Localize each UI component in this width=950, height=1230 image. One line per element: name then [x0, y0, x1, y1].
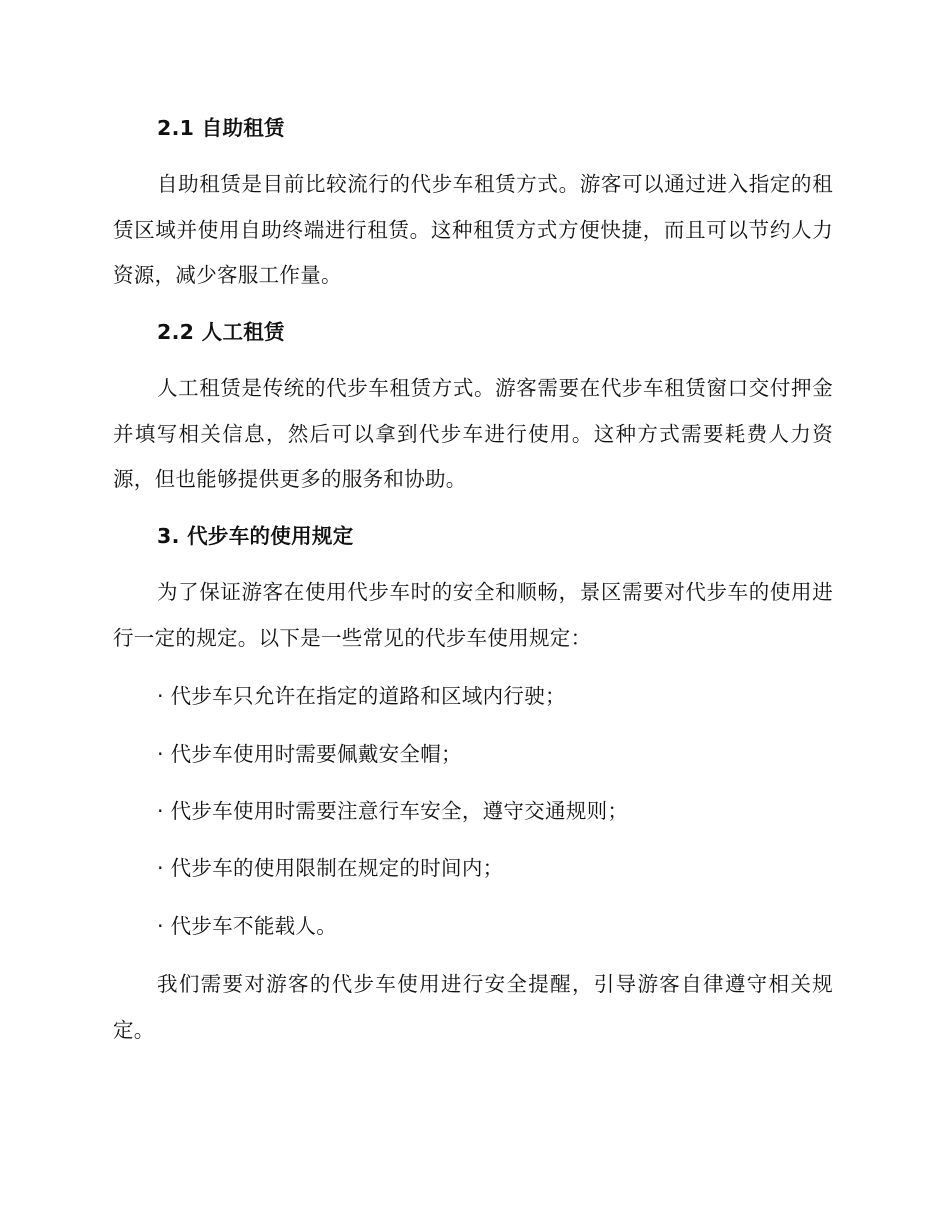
rule-list-item: · 代步车只允许在指定的道路和区域内行驶；	[157, 684, 566, 708]
section-2-2-heading: 2.2 人工租赁	[157, 320, 285, 344]
section-3-closing: 我们需要对游客的代步车使用进行安全提醒，引导游客自律遵守相关规定。	[113, 972, 833, 1042]
section-2-1-body: 自助租赁是目前比较流行的代步车租赁方式。游客可以通过进入指定的租赁区域并使用自助终端进行租赁。这种租赁方式方便快捷，而且可以节约人力资源，减少客服工作量。	[113, 172, 833, 287]
section-3-heading: 3. 代步车的使用规定	[157, 524, 354, 548]
rule-list-item: · 代步车使用时需要佩戴安全帽；	[157, 742, 462, 766]
rule-list-item: · 代步车的使用限制在规定的时间内；	[157, 856, 504, 880]
section-3-intro: 为了保证游客在使用代步车时的安全和顺畅，景区需要对代步车的使用进行一定的规定。以下是一些常见的代步车使用规定：	[113, 580, 833, 650]
section-2-1-heading: 2.1 自助租赁	[157, 116, 285, 140]
section-2-2-body: 人工租赁是传统的代步车租赁方式。游客需要在代步车租赁窗口交付押金并填写相关信息，然后可以拿到代步车进行使用。这种方式需要耗费人力资源，但也能够提供更多的服务和协助。	[113, 376, 833, 491]
rule-list-item: · 代步车使用时需要注意行车安全，遵守交通规则；	[157, 799, 629, 823]
rule-list-item: · 代步车不能载人。	[157, 914, 338, 938]
